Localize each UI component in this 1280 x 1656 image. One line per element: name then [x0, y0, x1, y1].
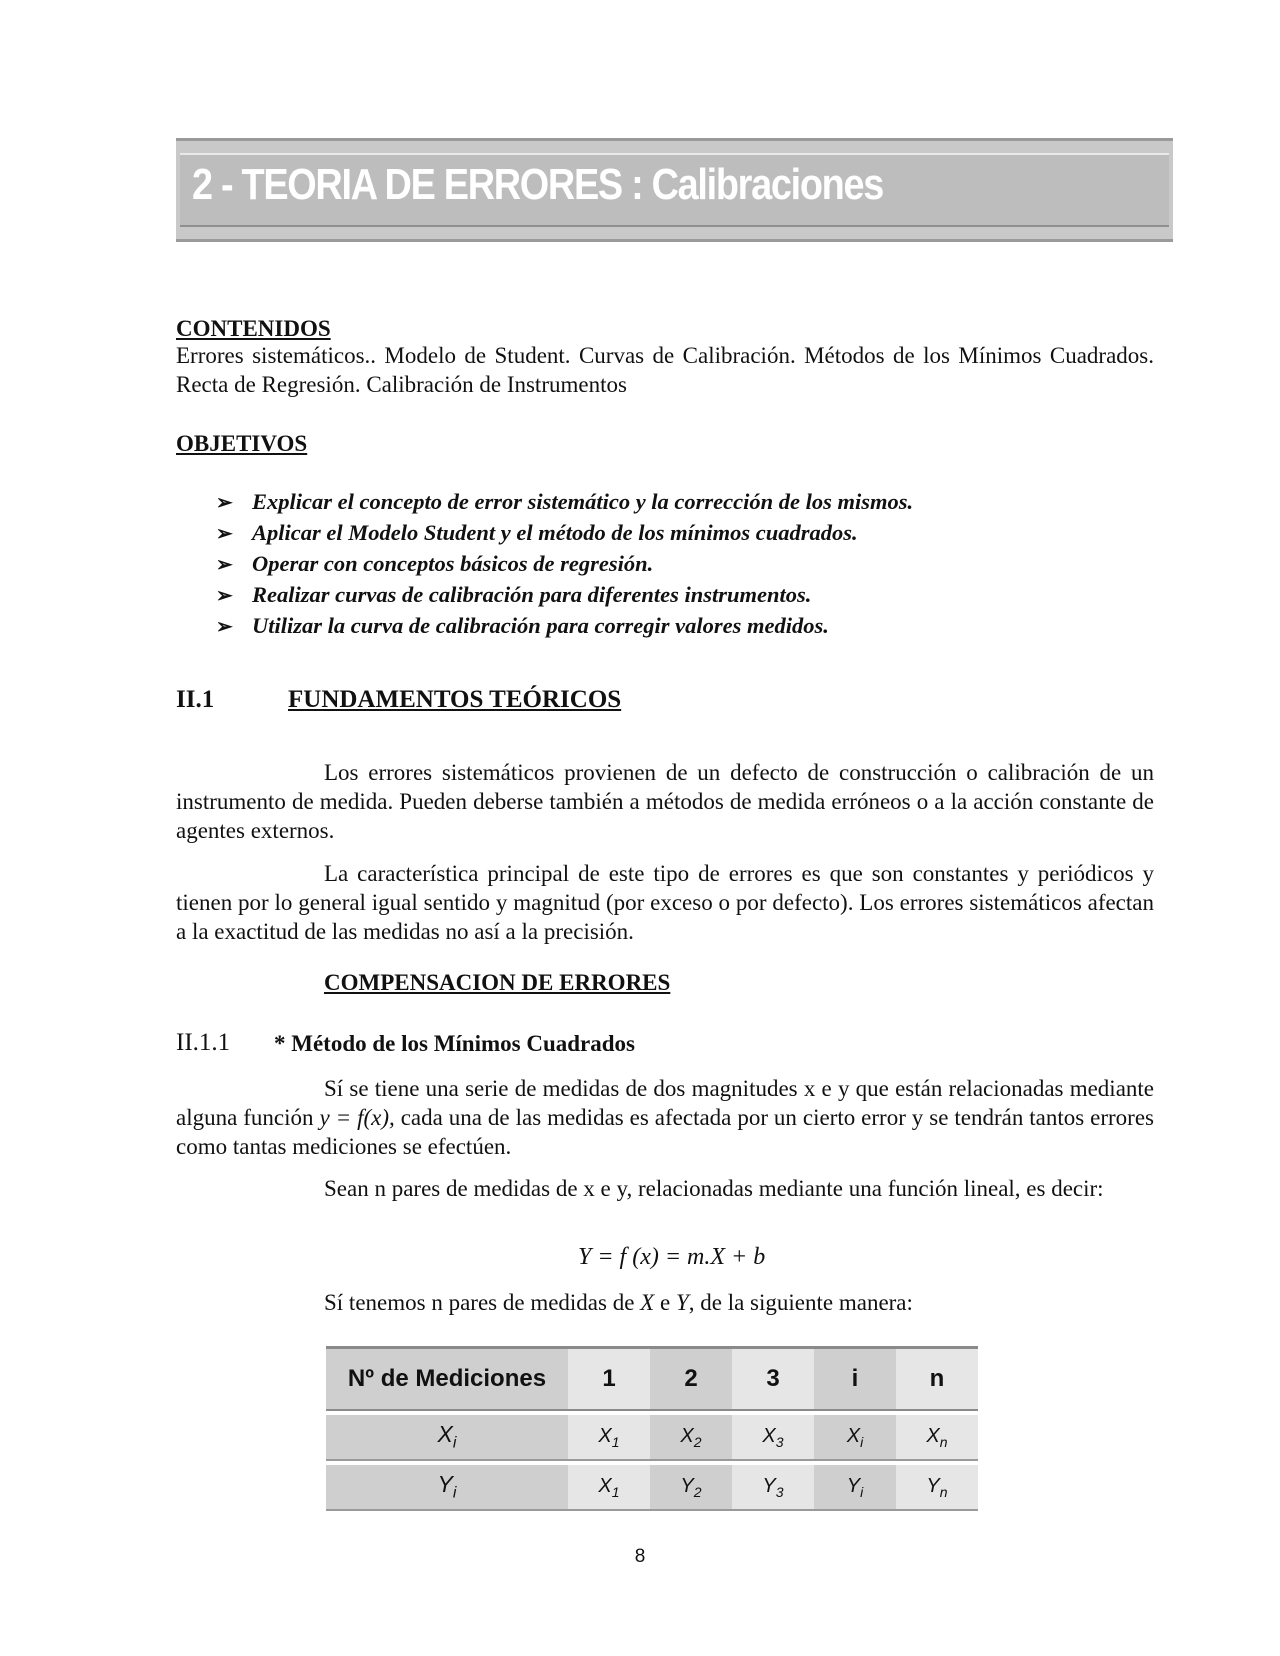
contenidos-text: Errores sistemáticos.. Modelo de Student. Curvas de Calibración. Métodos de los Mínimos Cuadrados. Recta de Regresión. Calibración de Instrumentos: [176, 343, 1154, 397]
chapter-banner-inner: [180, 153, 1169, 227]
objetivos-heading: OBJETIVOS: [176, 431, 308, 456]
section-paragraph-1: Los errores sistemáticos provienen de un defecto de construcción o calibración de un instrumento de medida. Pueden deberse también a métodos de medida erróneos o a la acción constante de agentes externos.: [176, 760, 1154, 843]
table-header-cell: n: [896, 1348, 978, 1411]
arrow-bullet-icon: ➢: [216, 585, 233, 607]
table-cell: $X_1$: [568, 1465, 650, 1510]
page-number: 8: [634, 1546, 646, 1567]
subsection-paragraph-3: Sí tenemos n pares de medidas de X e Y, de la siguiente manera:: [324, 1290, 913, 1315]
linear-formula: Y = f (x) = m.X + b: [578, 1244, 766, 1270]
subsection-paragraph-2: Sean n pares de medidas de x e y, relacionadas mediante una función lineal, es decir:: [324, 1176, 1104, 1201]
row-x-label: $X_i$: [326, 1415, 568, 1460]
table-header-cell: i: [814, 1348, 896, 1411]
table-cell: $Y_i$: [814, 1465, 896, 1510]
objective-item: ➢ Operar con conceptos básicos de regresión.: [216, 549, 913, 580]
objective-item: ➢ Explicar el concepto de error sistemático y la corrección de los mismos.: [216, 487, 913, 518]
table-cell: $Y_3$: [732, 1465, 814, 1510]
row-y-label: $Y_i$: [326, 1465, 568, 1510]
table-header-cell: 2: [650, 1348, 732, 1411]
contenidos-heading: CONTENIDOS: [176, 316, 331, 341]
table-cell: $Y_n$: [896, 1465, 978, 1510]
section-title: FUNDAMENTOS TEÓRICOS: [288, 686, 622, 713]
table-cell: $X_i$: [814, 1415, 896, 1460]
section-paragraph-2: La característica principal de este tipo de errores es que son constantes y periódicos y tienen por lo general igual sentido y magnitud (por exceso o por defecto). Los errores sistemáticos afectan a la exactitud de las medidas no así a la precisión.: [176, 861, 1154, 944]
subsection-number: II.1.1: [176, 1029, 231, 1056]
table-header-cell: 1: [568, 1348, 650, 1411]
table-cell: $X_2$: [650, 1415, 732, 1460]
objective-item: ➢ Utilizar la curva de calibración para corregir valores medidos.: [216, 611, 913, 642]
subsection-title: * Método de los Mínimos Cuadrados: [274, 1031, 635, 1056]
table-row-x: [326, 1415, 978, 1460]
objective-item: ➢ Aplicar el Modelo Student y el método de los mínimos cuadrados.: [216, 518, 913, 549]
function-expression: y = f(x),: [319, 1105, 395, 1130]
objectives-list: [216, 487, 913, 642]
chapter-banner: [176, 138, 1173, 242]
table-cell: $Y_2$: [650, 1465, 732, 1510]
section-number: II.1: [176, 686, 215, 713]
subsection-paragraph-1: Sí se tiene una serie de medidas de dos magnitudes x e y que están relacionadas mediante alguna función y = f(x), cada una de las medidas es afectada por un cierto error y se tendrán tantos errores como tantas mediciones se efectúen.: [176, 1076, 1154, 1159]
measurements-table: [326, 1346, 978, 1511]
table-header-row: [326, 1348, 978, 1411]
table-header-cell: 3: [732, 1348, 814, 1411]
chapter-title: 2 - TEORIA DE ERRORES : Calibraciones: [192, 160, 884, 209]
arrow-bullet-icon: ➢: [216, 523, 233, 545]
table-header-label: Nº de Mediciones: [326, 1348, 568, 1411]
table-row-y: [326, 1465, 978, 1510]
arrow-bullet-icon: ➢: [216, 616, 233, 638]
table-cell: $X_3$: [732, 1415, 814, 1460]
table-cell: $X_n$: [896, 1415, 978, 1460]
arrow-bullet-icon: ➢: [216, 554, 233, 576]
objective-item: ➢ Realizar curvas de calibración para diferentes instrumentos.: [216, 580, 913, 611]
arrow-bullet-icon: ➢: [216, 492, 233, 514]
table-cell: $X_1$: [568, 1415, 650, 1460]
compensacion-heading: COMPENSACION DE ERRORES: [324, 970, 671, 995]
